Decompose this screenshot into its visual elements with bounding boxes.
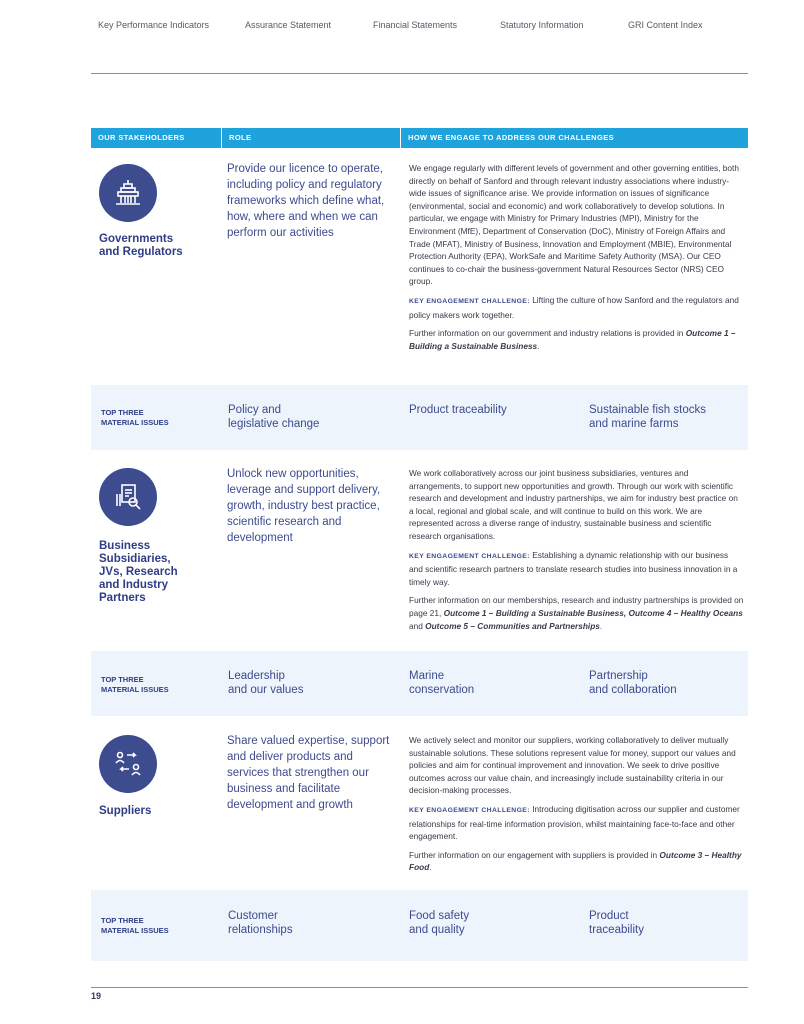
role-text: Provide our licence to operate, including policy and regulatory frameworks which define what, how, where and when we can perform our activities [227,163,385,239]
stakeholder-name-line: and Industry [99,579,169,591]
top-three-line: TOP THREE [101,408,144,417]
issue-line: Customer [228,910,278,922]
further-info [409,849,744,874]
engagement-paragraph: We engage regularly with different levels of government and other governing entities, both directly on behalf of Sanford and through relevant industry associations where industry-wide issues of significance arise. We provide information on issues of significance (environmental, social and economic) and work collaboratively to develop solutions. In particular, we engage with Ministry for Primary Industries (MPI), Ministry for the Environment (MfE), Department of Conservation (DoC), Ministry of Foreign Affairs and Trade (MFAT), Ministry of Business, Innovation and Employment (MBIE), Environmental Protection Authority (EPA), WorkSafe and Maritime Safety Authority (MSA). Our CEO continues to co-chair the business-government Natural Resources Sector (NRS) CEO group. [409,163,739,287]
stakeholder-name-line: Business [99,540,151,552]
material-issue [409,669,574,697]
nav-assurance[interactable]: Assurance Statement [245,20,332,30]
key-challenge-label: KEY ENGAGEMENT CHALLENGE [409,297,528,305]
issue-line: Leadership [228,670,285,682]
key-challenge-label: KEY ENGAGEMENT CHALLENGE [409,552,528,560]
material-issues-band [91,890,748,961]
issue-line: and marine farms [589,418,679,430]
material-issue [409,403,574,417]
material-issue [228,909,393,937]
further-info-text: Further information on our memberships, research and industry partnerships is provided on page 21, [409,595,744,618]
further-info [409,594,744,632]
further-info-text: Further information on our engagement with suppliers is provided in [409,849,660,860]
issue-line: relationships [228,924,293,936]
header-role: ROLE [222,128,400,148]
key-challenge: KEY ENGAGEMENT CHALLENGE: Establishing a dynamic relationship with our business and scientific research partners to translate research studies into business innovation in a timely way. [409,549,738,587]
issue-line: Food safety [409,910,470,922]
material-issue [589,909,754,937]
table-header [91,128,748,148]
issue-line: Sustainable fish stocks [589,404,706,416]
material-issue [589,669,754,697]
key-challenge-text: Establishing a dynamic relationship with our business and scientific research partners to translate research studies into business innovation in a timely way. [409,549,738,587]
issue-line: legislative change [228,418,320,430]
stakeholder-name-line: Partners [99,592,146,604]
bottom-divider [91,987,748,988]
stakeholder-name [99,233,183,259]
role-text: Share valued expertise, support and deliver products and services that strengthen our business and facilitate development and growth [227,735,390,811]
issue-line: Partnership [589,670,648,682]
nav-kpi[interactable]: Key Performance Indicators [98,20,210,30]
top-three-line: MATERIAL ISSUES [101,685,169,694]
material-issues-band [91,651,748,716]
nav-gri[interactable]: GRI Content Index [628,20,703,30]
material-issue [589,403,754,431]
top-three-line: MATERIAL ISSUES [101,418,169,427]
issue-line: and our values [228,684,304,696]
material-issue [409,909,574,937]
engagement-paragraph: We actively select and monitor our suppliers, working collaboratively to deliver mutually sustainable solutions. These solutions represent value for money, support our values and policies and aim for continual improvement and innovation. We seek to drive positive outcomes across our value chain, and increasingly include sustainability criteria in our decision-making processes. [409,735,736,796]
top-navigation [0,0,804,40]
key-challenge-text: Introducing digitisation across our supplier and customer relationships for real-time information provision, whilst maintaining face-to-face and other engagement. [409,803,740,842]
role-text: Unlock new opportunities, leverage and support delivery, growth, industry best practice, scientific research and development [227,468,381,544]
stakeholder-name-line: JVs, Research [99,566,178,578]
further-info-reference: Outcome 1 – Building a Sustainable Business, Outcome 4 – Healthy Oceans [443,607,743,618]
further-info-joiner: and [409,620,426,631]
header-engage: HOW WE ENGAGE TO ADDRESS OUR CHALLENGES [401,128,748,148]
top-three-line: TOP THREE [101,675,144,684]
key-challenge: KEY ENGAGEMENT CHALLENGE: Introducing digitisation across our supplier and customer relationships for real-time information provision, whilst maintaining face-to-face and other engagement. [409,803,740,842]
page-number: 19 [91,991,102,1001]
further-info-reference: Outcome 3 – Healthy Food [409,849,742,873]
key-challenge-text: Lifting the culture of how Sanford and the regulators and policy makers work together. [409,294,739,320]
issue-line: traceability [589,924,644,936]
engagement-text [409,162,744,358]
stakeholder-row-governments [91,148,748,385]
further-info [409,327,744,352]
material-issues-band [91,385,748,450]
further-info-end: . [599,620,603,631]
nav-financial[interactable]: Financial Statements [373,20,458,30]
stakeholder-name [99,540,178,605]
key-challenge: KEY ENGAGEMENT CHALLENGE: Lifting the culture of how Sanford and the regulators and policy makers work together. [409,294,739,320]
material-issue [228,403,393,431]
further-info-end: . [537,340,540,351]
issue-line: and collaboration [589,684,677,696]
further-info-reference: Outcome 1 – Building a Sustainable Business [409,328,736,351]
top-three-label [101,408,169,428]
government-building-icon [99,164,157,222]
supplier-exchange-icon [99,735,157,793]
issue-line: Marine [409,670,445,682]
top-three-label [101,916,169,936]
research-document-icon [99,468,157,526]
top-three-line: TOP THREE [101,916,144,925]
top-three-line: MATERIAL ISSUES [101,926,169,935]
issue-line: and quality [409,924,465,936]
further-info-end: . [429,862,432,873]
issue-line: Product [589,910,629,922]
further-info-text: Further information on our government and industry relations is provided in [409,328,686,339]
top-divider [91,73,748,74]
stakeholder-row-suppliers [91,716,748,890]
stakeholder-row-business-partners [91,450,748,651]
engagement-text [409,734,744,880]
top-three-label [101,675,169,695]
stakeholder-name-line: Governments [99,233,174,245]
stakeholder-name-line: Suppliers [99,805,152,817]
key-challenge-label: KEY ENGAGEMENT CHALLENGE [409,806,528,814]
issue-line: Product traceability [409,404,507,416]
material-issue [228,669,393,697]
engagement-text [409,467,744,638]
stakeholder-name-line: Subsidiaries, [99,553,171,565]
issue-line: conservation [409,684,475,696]
further-info-reference: Outcome 5 – Communities and Partnerships [425,620,600,631]
stakeholder-name-line: and Regulators [99,246,183,258]
issue-line: Policy and [228,404,282,416]
nav-statutory[interactable]: Statutory Information [500,20,584,30]
stakeholder-name [99,805,151,818]
engagement-paragraph: We work collaboratively across our joint business subsidiaries, ventures and arrangements, to support new opportunities and growth. Through our work with scientific research and development and industry partnerships, we aim for industry best practice on a local, regional and global scale, and will continue to build on this work. We are represented across a diverse range of industry, sustainable business and scientific research organisations. [409,468,738,541]
header-stakeholders: OUR STAKEHOLDERS [91,128,221,148]
